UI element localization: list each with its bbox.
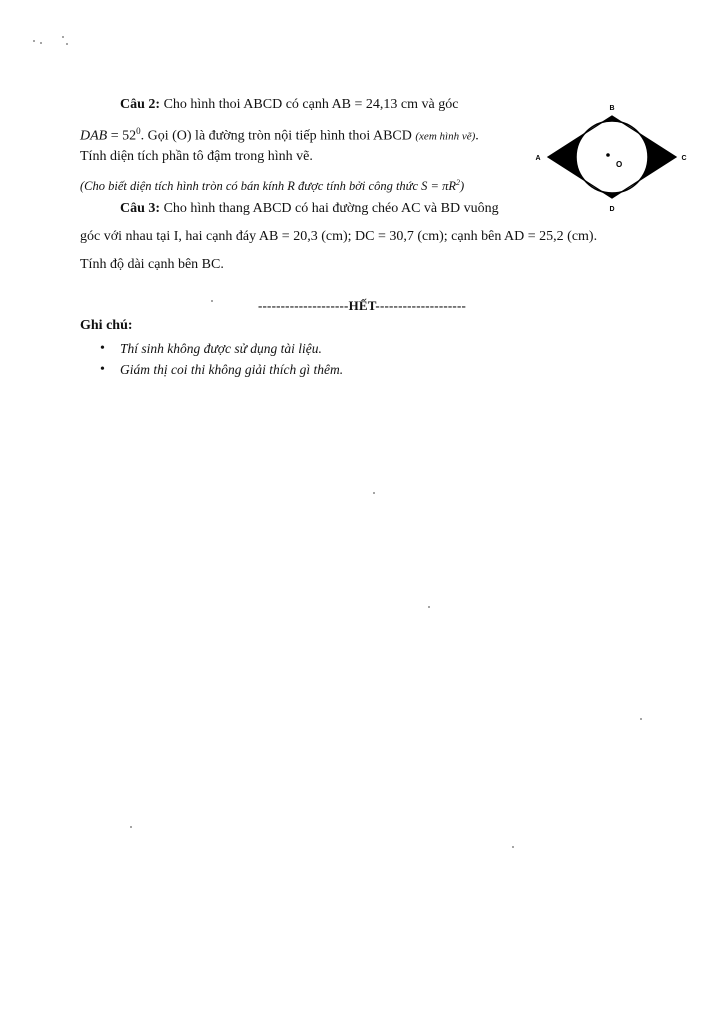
center-label-o: O	[616, 160, 623, 169]
q2-degree: 0	[136, 126, 141, 136]
vertex-label-a: A	[535, 155, 541, 162]
rhombus-figure	[530, 100, 690, 218]
q2-line-3: Tính diện tích phần tô đậm trong hình vẽ.	[80, 149, 313, 164]
vertex-label-b: B	[609, 105, 615, 112]
q3-line-3: Tính độ dài cạnh bên BC.	[80, 257, 224, 272]
q2-label: Câu 2:	[120, 97, 161, 112]
q2-see-figure: (xem hình vẽ)	[415, 130, 476, 143]
q2-line-1	[120, 96, 458, 114]
notes-title: Ghi chú:	[80, 318, 133, 333]
q2-angle-name: DAB	[80, 128, 108, 144]
q2-hint-close: )	[460, 179, 465, 194]
vertex-label-d: D	[609, 206, 615, 213]
scan-speck	[33, 40, 35, 42]
scan-speck	[373, 492, 375, 494]
q3-line-1	[120, 200, 499, 218]
q3-label: Câu 3:	[120, 201, 161, 216]
scan-speck	[640, 718, 642, 720]
scan-speck	[40, 42, 42, 44]
q2-text-2: . Gọi (O) là đường tròn nội tiếp hình thoi ABCD	[140, 128, 412, 144]
scan-speck	[66, 43, 68, 45]
q2-hint-exponent: 2	[456, 178, 460, 187]
scan-speck	[512, 846, 514, 848]
center-point	[606, 153, 610, 157]
q2-text-1: Cho hình thoi ABCD có cạnh AB = 24,13 cm và góc	[163, 97, 459, 112]
q3-line-2: góc với nhau tại I, hai cạnh đáy AB = 20,3 (cm); DC = 30,7 (cm); cạnh bên AD = 25,2 (cm).	[80, 229, 598, 244]
scan-speck	[428, 606, 430, 608]
q2-dot: .	[475, 128, 479, 144]
scan-speck	[211, 300, 213, 302]
q2-hint-text: (Cho biết diện tích hình tròn có bán kính R được tính bởi công thức S = πR	[80, 179, 456, 194]
notes-item: • Thí sinh không được sử dụng tài liệu.	[100, 338, 343, 359]
rhombus-shape	[548, 116, 676, 198]
notes-list	[100, 338, 343, 380]
scan-speck	[62, 36, 64, 38]
scan-speck	[130, 826, 132, 828]
q3-text-1: Cho hình thang ABCD có hai đường chéo AC và BD vuông	[163, 201, 499, 216]
q2-hint	[80, 174, 464, 195]
vertex-label-c: C	[681, 155, 687, 162]
q2-line-2	[80, 122, 479, 146]
end-marker: --------------------HẾT--------------------	[257, 298, 467, 313]
notes-item: • Giám thị coi thi không giải thích gì thêm.	[100, 359, 343, 380]
q2-angle-value: = 52	[107, 128, 137, 144]
